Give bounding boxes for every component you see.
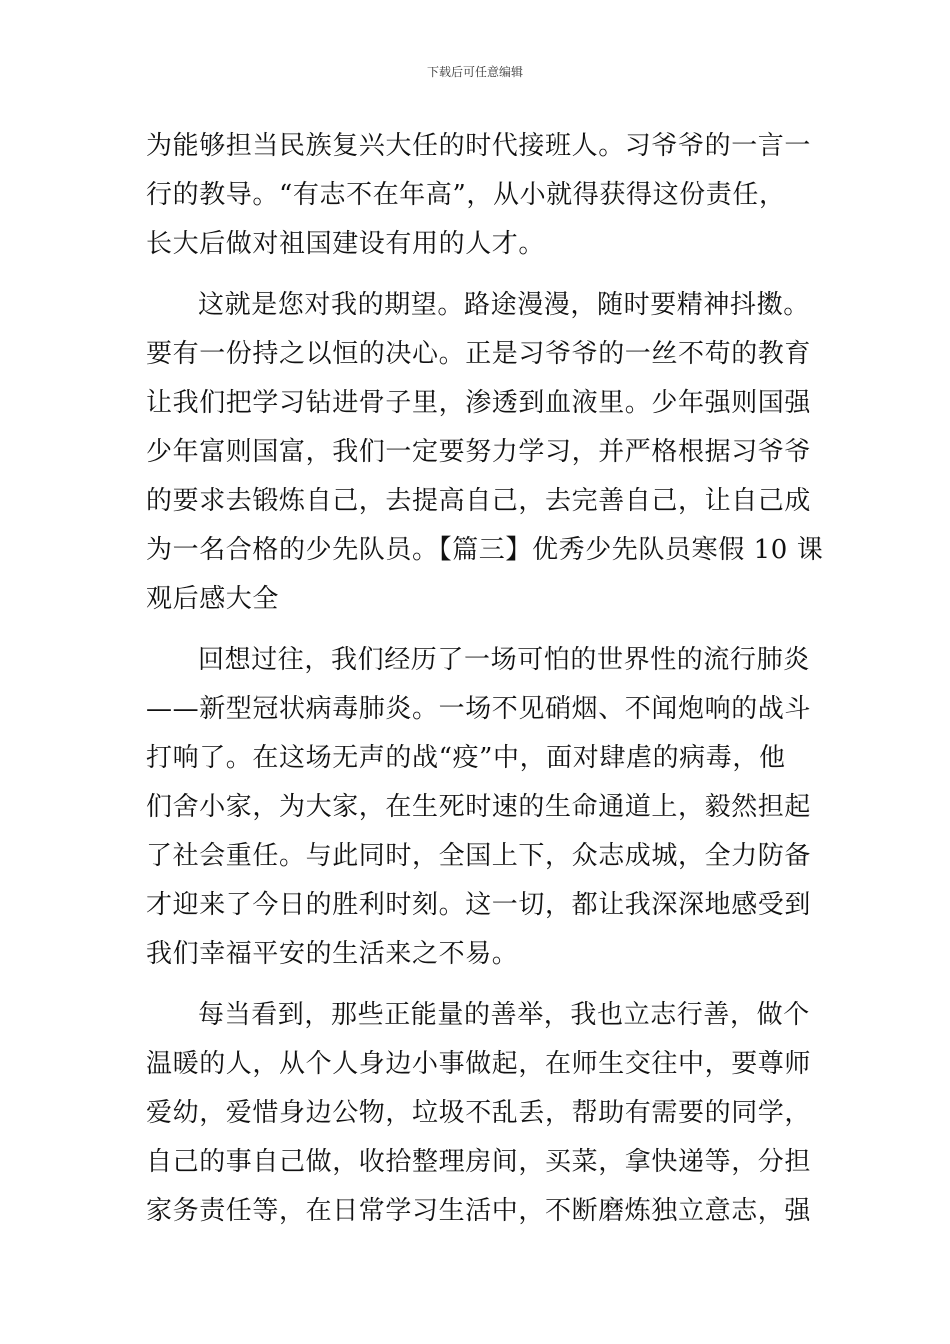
text-line: 少年富则国富，我们一定要努力学习，并严格根据习爷爷 <box>146 437 812 467</box>
paragraph-4 <box>146 991 810 1236</box>
text-line: 自己的事自己做，收拾整理房间，买菜，拿快递等，分担 <box>146 1147 812 1177</box>
text-line: 为能够担当民族复兴大任的时代接班人。习爷爷的一言一 <box>146 131 812 161</box>
text-line: 家务责任等，在日常学习生活中，不断磨炼独立意志，强 <box>146 1196 812 1226</box>
text-line: ——新型冠状病毒肺炎。一场不见硝烟、不闻炮响的战斗 <box>146 694 812 724</box>
text-line: 要有一份持之以恒的决心。正是习爷爷的一丝不苟的教育 <box>146 339 812 369</box>
paragraph-2 <box>146 281 824 624</box>
text-line: 才迎来了今日的胜利时刻。这一切，都让我深深地感受到 <box>146 890 812 920</box>
document-body <box>146 122 824 1236</box>
text-line: 这就是您对我的期望。路途漫漫，随时要精神抖擞。 <box>198 290 810 320</box>
text-line: 每当看到，那些正能量的善举，我也立志行善，做个 <box>198 1000 810 1030</box>
text-line: 们舍小家，为大家，在生死时速的生命通道上，毅然担起 <box>146 792 812 822</box>
page-header: 下载后可任意编辑 <box>426 65 523 79</box>
text-line: 打响了。在这场无声的战“疫”中，面对肆虐的病毒，他 <box>146 743 786 773</box>
text-line: 让我们把学习钻进骨子里，渗透到血液里。少年强则国强 <box>146 388 812 418</box>
text-line: 长大后做对祖国建设有用的人才。 <box>146 229 546 259</box>
text-line: 爱幼，爱惜身边公物，垃圾不乱丢，帮助有需要的同学， <box>146 1098 812 1128</box>
text-line: 观后感大全 <box>146 584 280 614</box>
text-line: 行的教导。“有志不在年高”，从小就得获得这份责任， <box>146 180 786 210</box>
text-line: 的要求去锻炼自己，去提高自己，去完善自己，让自己成 <box>146 486 812 516</box>
text-line: 我们幸福平安的生活来之不易。 <box>146 939 519 969</box>
text-line: 了社会重任。与此同时，全国上下，众志成城，全力防备 <box>146 841 812 871</box>
paragraph-3 <box>146 636 810 979</box>
text-line: 回想过往，我们经历了一场可怕的世界性的流行肺炎 <box>198 645 810 675</box>
paragraph-1 <box>146 122 810 269</box>
text-line: 温暖的人，从个人身边小事做起，在师生交往中，要尊师 <box>146 1049 812 1079</box>
text-line: 为一名合格的少先队员。【篇三】优秀少先队员寒假 10 课 <box>146 535 824 565</box>
